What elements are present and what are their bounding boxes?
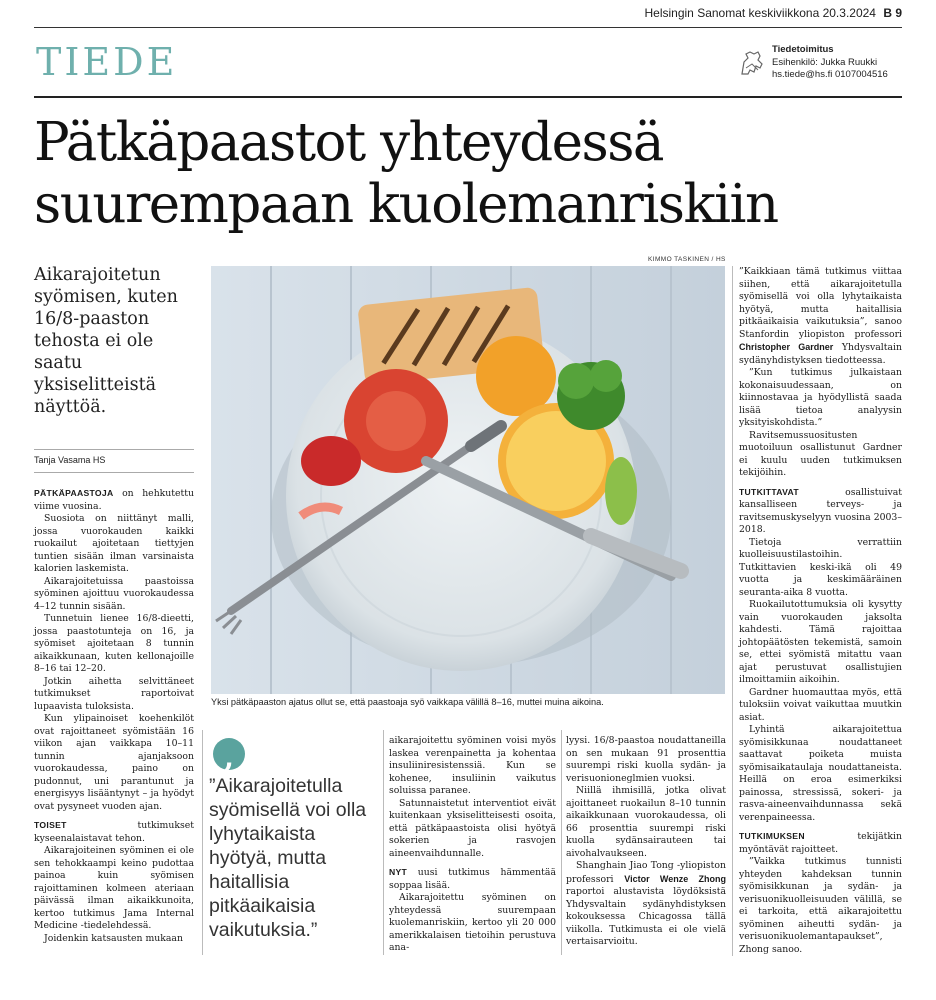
paragraph: Aikarajoitetuissa paastoissa syöminen ajoittuu vuorokaudessa 4–12 tunnin sisään.: [34, 575, 194, 612]
column-divider: [202, 730, 203, 955]
hs-lion-icon: [738, 48, 766, 78]
paragraph-text: Yhdysvaltain sydänyhdistyksen tiedotteessa.: [739, 342, 902, 366]
publication-date: Helsingin Sanomat keskiviikkona 20.3.2024: [644, 6, 876, 20]
paragraph-text: tekijätkin myöntävät rajoitteet.: [739, 831, 902, 855]
paragraph: [34, 487, 194, 513]
paragraph: Gardner huomauttaa myös, että tuloksiin voivat vaikuttaa muutkin asiat.: [739, 686, 902, 723]
paragraph: Kun ylipainoiset koehenkilöt ovat rajoittaneet syömistään 16 viikon ajan vaikkapa 10–11 tunnin ajanjaksoon vuorokaudessa, paino on pudonnut, uni parantunut ja energisyys lisääntynyt – ja hyödyt ovat pysyneet vuoden ajan.: [34, 713, 194, 812]
paragraph: Aikarajoiteinen syöminen ei ole sen tehokkaampi keino pudottaa painoa kuin syömisen rajoittaminen kolmeen ateriaan päivässä ilman aikaikkunoita, kertoo tutkimus Jama Internal Medicine -tiedelehdessä.: [34, 845, 194, 931]
column-divider: [732, 266, 733, 956]
paragraph: [34, 819, 194, 845]
paragraph-text: osallistuivat kansalliseen terveys- ja ravitsemuskyselyyn vuosina 2003–2018.: [739, 486, 902, 535]
paragraph-text: ”Kaikkiaan tämä tutkimus viittaa siihen, että aikarajoitetulla syömisellä voi olla lyhytaikaista hyötyä, mutta haitallisia pitkäaikaisia vaikutuksia”, sanoo Stanfordin yliopiston professori: [739, 266, 902, 340]
paragraph: lyysi. 16/8-paastoa noudattaneilla on sen mukaan 91 prosenttia suurempi riski kuolla sydän- ja verisuonioneglmien vuoksi.: [566, 735, 726, 784]
photo-credit: KIMMO TASKINEN / HS: [648, 256, 726, 263]
paragraph: [739, 830, 902, 856]
column-4: [739, 266, 902, 956]
column-divider: [561, 730, 562, 955]
paragraph-text: tutkimukset kyseenalaistavat tehon.: [34, 820, 194, 844]
paragraph: [739, 486, 902, 537]
lead-in: TUTKIMUKSEN: [739, 831, 805, 841]
paragraph: ”Vaikka tutkimus tunnisti yhteyden kahdeksan tunnin syömisikkunan ja sydän- ja verisuonikuolleisuuden välillä, se ei tarkoita, että aikarajoitettu syöminen aiheutti sydän- ja verisuonikuolemantapaukset”, Zhong sanoo.: [739, 856, 902, 955]
paragraph: Lyhintä aikarajoitettua syömisikkunaa noudattaneet saattavat poiketa muista syömisaikataulaja noudattaneista. Heillä on eroa esimerkiksi painossa, stressissä, sokeri- ja rasva-aineenvaihdunnassa sekä verenpaineessa.: [739, 724, 902, 823]
byline-rule-bottom: [34, 472, 194, 473]
article-photo: [211, 266, 725, 694]
section-title: TIEDE: [36, 40, 178, 84]
paragraph: Suosiota on niittänyt malli, jossa vuorokauden kaikki ruokailut ajoitetaan tiettyjen tuntien sisään ilman varsinaista kalorien laskemista.: [34, 513, 194, 574]
paragraph: Joidenkin katsausten mukaan: [44, 932, 183, 944]
paragraph: [739, 266, 902, 367]
paragraph-text: Shanghain Jiao Tong -yliopiston professori: [566, 860, 726, 885]
pull-quote: ”Aikarajoitetulla syömisellä voi olla lyhytaikaista hyötyä, mutta haitallisia pitkäaikaisia vaikutuksia.”: [209, 775, 367, 941]
headline-line-1: Pätkäpaastot yhteydessä: [34, 112, 664, 173]
column-1: [34, 487, 194, 945]
paragraph: [566, 860, 726, 949]
lead-in: TOISET: [34, 820, 67, 830]
page-header: [645, 6, 903, 20]
paragraph-text: uusi tutkimus hämmentää soppaa lisää.: [389, 867, 556, 891]
article-deck: Aikarajoitetun syömisen, kuten 16/8-paaston tehosta ei ole saatu yksiselitteistä näyttöä.: [34, 265, 178, 417]
byline: Tanja Vasama HS: [34, 455, 106, 465]
paragraph: [389, 866, 556, 892]
paragraph: ”Kun tutkimus julkaistaan kokonaisuudessaan, on kiinnostavaa ja hyödyllistä saada lisää tietoa analyysin yksityiskohdista.”: [739, 367, 902, 428]
paragraph: Satunnaistetut interventiot eivät kuitenkaan yksiselitteisesti osoita, että pätkäpaastoista olisi hyötyä sokerien ja rasvojen aineenvaihdunnalle.: [389, 797, 556, 859]
paragraph: aikarajoitettu syöminen voisi myös laskea verenpainetta ja kohentaa insuliiniresistenssiä. Kun se kohenee, insuliinin vaikutus soluissa paranee.: [389, 735, 556, 796]
byline-rule-top: [34, 449, 194, 450]
headline: [34, 112, 904, 236]
paragraph: Jotkin aihetta selvittäneet tutkimukset raportoivat lupaavista tuloksista.: [34, 675, 194, 712]
quote-icon: ,: [213, 738, 245, 770]
editor-info: [772, 44, 888, 82]
paragraph: Tunnetuin lienee 16/8-dieetti, jossa paastotunteja on 16, ja syömiset ajoitetaan 8 tunnin aikaikkunaan, kuten kellonajoille 8–16 tai 12–20.: [34, 613, 194, 674]
photo-caption: Yksi pätkäpaaston ajatus ollut se, että paastoaja syö vaikkapa välillä 8–16, muttei muina aikoina.: [211, 697, 604, 707]
lead-in: NYT: [389, 867, 408, 877]
column-2: [389, 735, 556, 955]
paragraph-text: on hehkutettu viime vuosina.: [34, 488, 194, 512]
person-name: Christopher Gardner: [739, 342, 834, 352]
section-rule: [34, 96, 902, 98]
paragraph: Ruokailutottumuksia oli kysytty vain vuorokauden jaksolta kahdesti. Tämä rajoittaa johtopäätösten tekemistä, samoin se, ettei syömistä mitattu vaan ajat perustuvat osallistujien ilmoittamiin aikoihin.: [739, 599, 902, 685]
page-number: B 9: [883, 6, 902, 20]
paragraph: Niillä ihmisillä, jotka olivat ajoittaneet ruokailun 8–10 tunnin aikaikkunaan vuorokaudessa, oli 66 prosenttia suurempi riski kuolla sydänsairauteen tai aivohalvaukseen.: [566, 785, 726, 859]
paragraph: Aikarajoitettu syöminen on yhteydessä suurempaan kuolemanriskiin, kertoo yli 20 000 amerikkalaisen tietoihin perustuva ana-: [389, 892, 556, 953]
editor-head: Esihenkilö: Jukka Ruukki: [772, 56, 878, 68]
column-3: [566, 735, 726, 949]
lead-in: PÄTKÄPAASTOJA: [34, 488, 114, 498]
paragraph-text: raportoi alustavista löydöksistä Yhdysvaltain sydänyhdistyksen kokouksessa Chicagossa tällä viikolla. Tutkimusta ei ole vielä vertaisarvioitu.: [566, 886, 726, 947]
lead-in: TUTKITTAVAT: [739, 486, 799, 497]
header-rule: [34, 27, 902, 28]
editor-title: Tiedetoimitus: [772, 44, 834, 55]
column-divider: [383, 730, 384, 955]
editor-contact: hs.tiede@hs.fi 0107004516: [772, 69, 888, 80]
headline-line-2: suurempaan kuolemanriskiin: [34, 174, 778, 235]
person-name: Victor Wenze Zhong: [624, 873, 726, 884]
paragraph: Ravitsemussuositusten muotoiluun osallistunut Gardner ei kuulu uuden tutkimuksen tekijöihin.: [739, 429, 902, 478]
plate-of-food-illustration: [211, 266, 725, 694]
paragraph: Tietoja verrattiin kuolleisuustilastoihin. Tutkittavien keski-ikä oli 49 vuotta ja keskimääräinen seuranta-aika 8 vuotta.: [739, 536, 902, 598]
